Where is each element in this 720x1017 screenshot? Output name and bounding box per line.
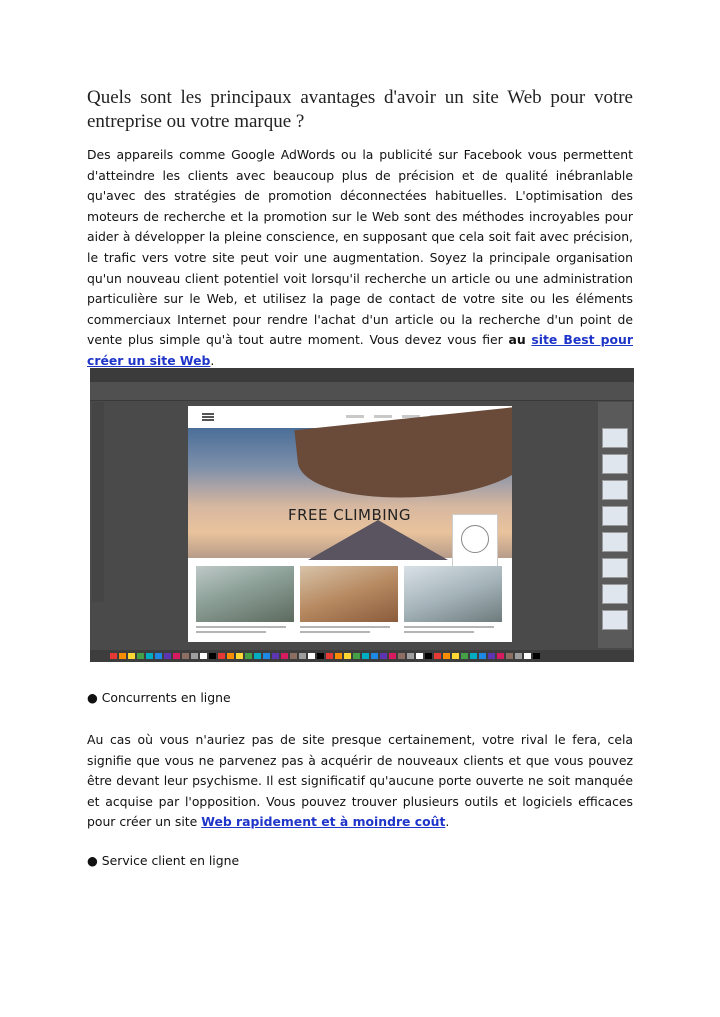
palette-swatch [479,653,486,659]
palette-swatch [407,653,414,659]
mountain-shape [308,520,448,560]
menu-icon [202,413,214,421]
palette-swatch [191,653,198,659]
page-thumbnail [602,532,628,552]
competitors-paragraph [87,730,633,833]
palette-swatch [497,653,504,659]
palette-swatch [155,653,162,659]
intro-end: . [210,352,215,368]
hero-heading: FREE CLIMBING [288,506,412,524]
page-thumbnail [602,584,628,604]
palette-swatch [236,653,243,659]
palette-swatch [335,653,342,659]
editor-left-tools [92,402,104,602]
palette-swatch [146,653,153,659]
palette-swatch [362,653,369,659]
editor-titlebar [90,368,634,382]
palette-swatch [326,653,333,659]
color-palette [90,650,634,662]
gallery-photo [300,566,398,622]
caption-line [404,631,474,633]
palette-swatch [416,653,423,659]
caption-line [404,626,494,628]
palette-swatch [506,653,513,659]
page-thumbnail [602,480,628,500]
palette-swatch [344,653,351,659]
competitors-text: Au cas où vous n'auriez pas de site presque certainement, votre rival le fera, cela signifie que vous ne parvenez pas à acquérir de nouveaux clients et que vous pouvez être devant leur psychisme. Il est significatif qu'aucune porte ouverte ne soit manquée et acquise par l'opposition. Vous pouvez trouver plusieurs outils et logiciels efficaces pour créer un site [87,732,633,830]
palette-swatch [533,653,540,659]
palette-swatch [254,653,261,659]
website-editor-screenshot [90,368,634,662]
page-thumbnail [602,558,628,578]
page-thumbnail [602,428,628,448]
palette-swatch [182,653,189,659]
palette-swatch [443,653,450,659]
competitors-end: . [445,814,450,830]
intro-bold-word: au [508,332,526,348]
palette-swatch [425,653,432,659]
caption-line [196,631,266,633]
palette-swatch [308,653,315,659]
page-thumbnail [602,454,628,474]
palette-swatch [137,653,144,659]
palette-swatch [119,653,126,659]
palette-swatch [200,653,207,659]
intro-text: Des appareils comme Google AdWords ou la publicité sur Facebook vous permettent d'atteindre les clients avec beaucoup plus de précision et de qualité inébranlable qu'avec des stratégies de promotion déconnectées habituelles. L'optimisation des moteurs de recherche et la promotion sur le Web sont des méthodes incroyables pour aider à développer la pleine conscience, en supposant que cela soit fait avec précision, le trafic vers votre site peut voir une augmentation. Soyez la principale organisation qu'un nouveau client potentiel voit lorsqu'il recherche un article ou une administration particulière sur le Web, et utilisez la page de contact de votre site ou les éléments commerciaux Internet pour rendre l'achat d'un article ou la recherche d'un point de vente plus simple qu'à tout autre moment. Vous devez vous fier [87,147,633,348]
palette-swatch [173,653,180,659]
palette-swatch [470,653,477,659]
gallery-photo [196,566,294,622]
palette-swatch [371,653,378,659]
logo-emblem-icon [461,525,489,553]
palette-swatch [398,653,405,659]
nav-item [374,415,392,418]
page-thumbnail [602,610,628,630]
bullet-customer-service: ● Service client en ligne [87,853,240,868]
intro-paragraph [87,145,633,372]
editor-pages-panel [598,402,632,648]
web-cheap-link[interactable]: Web rapidement et à moindre coût [201,814,446,830]
palette-swatch [353,653,360,659]
logo-badge [452,514,498,572]
palette-swatch [515,653,522,659]
palette-swatch [434,653,441,659]
palette-swatch [245,653,252,659]
palette-swatch [317,653,324,659]
palette-swatch [227,653,234,659]
nav-item [346,415,364,418]
palette-swatch [452,653,459,659]
hero-image [188,428,512,558]
palette-swatch [488,653,495,659]
palette-swatch [290,653,297,659]
bullet-competitors: ● Concurrents en ligne [87,690,231,705]
editor-toolbar [90,382,634,401]
palette-swatch [128,653,135,659]
gallery-photo [404,566,502,622]
palette-swatch [164,653,171,659]
palette-swatch [110,653,117,659]
editor-canvas [188,406,512,642]
palette-swatch [281,653,288,659]
page-title: Quels sont les principaux avantages d'avoir un site Web pour votre entreprise ou votre marque ? [87,87,633,132]
caption-line [196,626,286,628]
palette-swatch [272,653,279,659]
palette-swatch [389,653,396,659]
palette-swatch [263,653,270,659]
palette-swatch [218,653,225,659]
palette-swatch [209,653,216,659]
palette-swatch [380,653,387,659]
palette-swatch [524,653,531,659]
caption-line [300,631,370,633]
palette-swatch [461,653,468,659]
page-thumbnail [602,506,628,526]
site-best-link[interactable]: site Best pour créer un site Web [87,332,633,368]
caption-line [300,626,390,628]
palette-swatch [299,653,306,659]
